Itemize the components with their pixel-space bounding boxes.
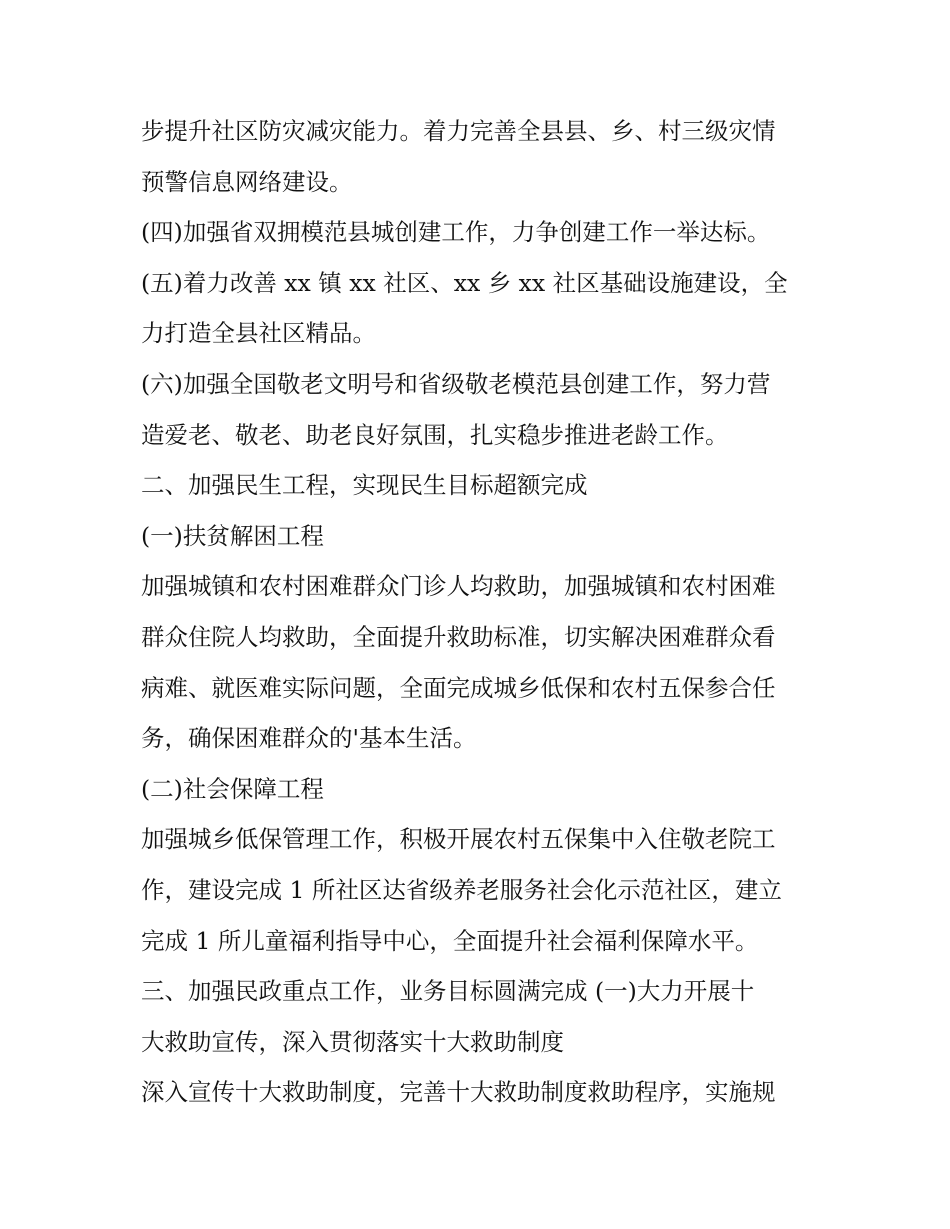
section-heading: 二、加强民生工程，实现民生目标超额完成	[141, 471, 588, 500]
document-body	[141, 106, 821, 1118]
text-line: 病难、就医难实际问题，全面完成城乡低保和农村五保参合任	[141, 673, 776, 702]
text-line: 群众住院人均救助，全面提升救助标准，切实解决困难群众看	[141, 622, 776, 651]
text-line: 加强城镇和农村困难群众门诊人均救助，加强城镇和农村困难	[141, 572, 776, 601]
text-line: (六)加强全国敬老文明号和省级敬老模范县创建工作，努力营	[141, 369, 771, 398]
subsection-heading: (二)社会保障工程	[141, 774, 324, 803]
text-line: 步提升社区防灾减灾能力。着力完善全县县、乡、村三级灾情	[141, 117, 776, 145]
text-line: 深入宣传十大救助制度，完善十大救助制度救助程序，实施规	[141, 1078, 776, 1107]
text-line: 大救助宣传，深入贯彻落实十大救助制度	[141, 1027, 564, 1056]
text-line: (四)加强省双拥模范县城创建工作，力争创建工作一举达标。	[141, 218, 771, 247]
text-line: 作，建设完成 1 所社区达省级养老服务社会化示范社区，建立	[141, 875, 782, 904]
section-heading: 三、加强民政重点工作，业务目标圆满完成 (一)大力开展十	[141, 977, 755, 1006]
subsection-heading: (一)扶贫解困工程	[141, 521, 324, 550]
text-line: 预警信息网络建设。	[141, 167, 353, 196]
text-line: 完成 1 所儿童福利指导中心，全面提升社会福利保障水平。	[141, 926, 759, 955]
text-line: 加强城乡低保管理工作，积极开展农村五保集中入住敬老院工	[141, 825, 776, 854]
text-line: 务，确保困难群众的'基本生活。	[141, 724, 477, 753]
text-line: (五)着力改善 xx 镇 xx 社区、xx 乡 xx 社区基础设施建设，全	[141, 268, 788, 297]
text-line: 造爱老、敬老、助老良好氛围，扎实稳步推进老龄工作。	[141, 420, 729, 449]
text-line: 力打造全县社区精品。	[141, 319, 376, 348]
